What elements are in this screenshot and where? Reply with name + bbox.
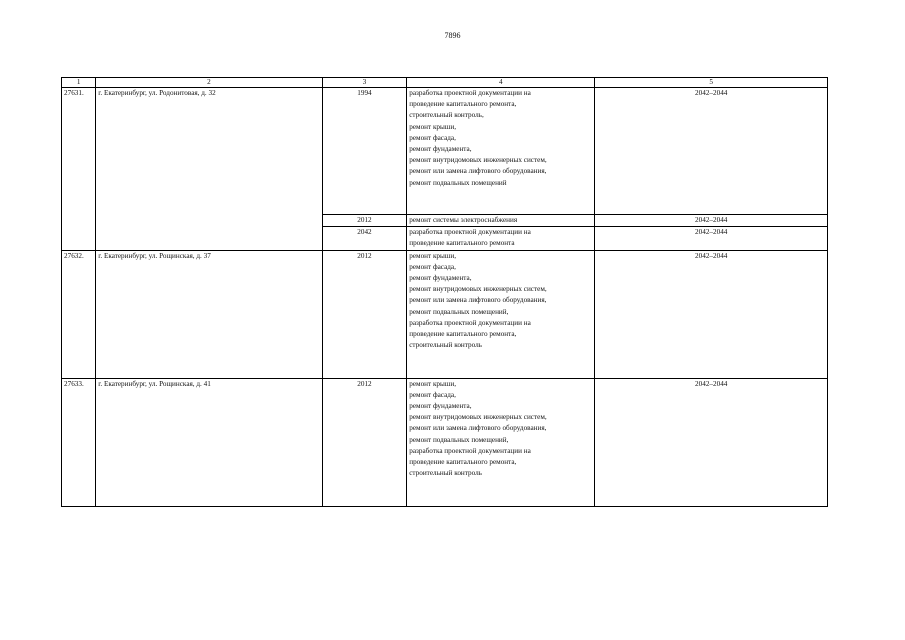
work-item: ремонт фасада, — [409, 262, 456, 271]
table-row — [62, 88, 828, 215]
address-cell: г. Екатеринбург, ул. Рощинская, д. 41 — [96, 378, 322, 506]
period-cell: 2042–2044 — [595, 250, 828, 378]
work-item: ремонт внутридомовых инженерных систем, — [409, 285, 547, 294]
work-item: ремонт подвальных помещений — [409, 178, 507, 187]
page-number: 7896 — [444, 31, 461, 40]
row-number: 27632. — [62, 250, 96, 378]
work-item: разработка проектной документации на — [409, 318, 531, 327]
work-item: ремонт или замена лифтового оборудования, — [409, 424, 547, 433]
table-row — [62, 250, 828, 378]
work-item: проведение капитального ремонта — [409, 239, 515, 248]
work-item: ремонт внутридомовых инженерных систем, — [409, 413, 547, 422]
work-item: ремонт или замена лифтового оборудования, — [409, 296, 547, 305]
year-cell: 2012 — [322, 378, 407, 506]
address-cell: г. Екатеринбург, ул. Родонитовая, д. 32 — [96, 88, 322, 251]
work-item: ремонт крыши, — [409, 251, 457, 260]
column-header: 5 — [595, 78, 828, 88]
work-item: ремонт или замена лифтового оборудования, — [409, 167, 547, 176]
work-item: строительный контроль, — [409, 111, 484, 120]
table-row — [62, 378, 828, 506]
works-cell — [407, 88, 595, 215]
work-item: ремонт подвальных помещений, — [409, 435, 509, 444]
period-cell: 2042–2044 — [595, 215, 828, 227]
work-item: проведение капитального ремонта, — [409, 100, 517, 109]
works-cell — [407, 227, 595, 250]
year-cell: 2042 — [322, 227, 407, 250]
repair-schedule-table — [61, 77, 828, 507]
works-cell — [407, 250, 595, 378]
period-cell: 2042–2044 — [595, 378, 828, 506]
work-item: ремонт фасада, — [409, 133, 456, 142]
work-item: ремонт крыши, — [409, 122, 457, 131]
work-item: разработка проектной документации на — [409, 89, 531, 97]
work-item: ремонт фундамента, — [409, 274, 472, 283]
work-item: строительный контроль — [409, 469, 482, 478]
address-cell: г. Екатеринбург, ул. Рощинская, д. 37 — [96, 250, 322, 378]
work-item: ремонт подвальных помещений, — [409, 307, 509, 316]
work-item: ремонт системы электроснабжения — [409, 216, 518, 224]
work-item: строительный контроль — [409, 341, 482, 350]
work-item: разработка проектной документации на — [409, 228, 531, 237]
work-item: ремонт фундамента, — [409, 402, 472, 411]
year-cell: 2012 — [322, 250, 407, 378]
works-cell — [407, 215, 595, 227]
works-cell — [407, 378, 595, 506]
period-cell: 2042–2044 — [595, 88, 828, 215]
row-number: 27631. — [62, 88, 96, 251]
column-header: 3 — [322, 78, 407, 88]
row-number: 27633. — [62, 378, 96, 506]
work-item: разработка проектной документации на — [409, 446, 531, 455]
column-header: 1 — [62, 78, 96, 88]
work-item: ремонт внутридомовых инженерных систем, — [409, 156, 547, 165]
header-row — [62, 78, 828, 88]
year-cell: 2012 — [322, 215, 407, 227]
work-item: проведение капитального ремонта, — [409, 330, 517, 339]
column-header: 4 — [407, 78, 595, 88]
work-item: ремонт крыши, — [409, 379, 457, 388]
work-item: ремонт фасада, — [409, 390, 456, 399]
work-item: проведение капитального ремонта, — [409, 458, 517, 467]
year-cell: 1994 — [322, 88, 407, 215]
work-item: ремонт фундамента, — [409, 145, 472, 154]
column-header: 2 — [96, 78, 322, 88]
period-cell: 2042–2044 — [595, 227, 828, 250]
